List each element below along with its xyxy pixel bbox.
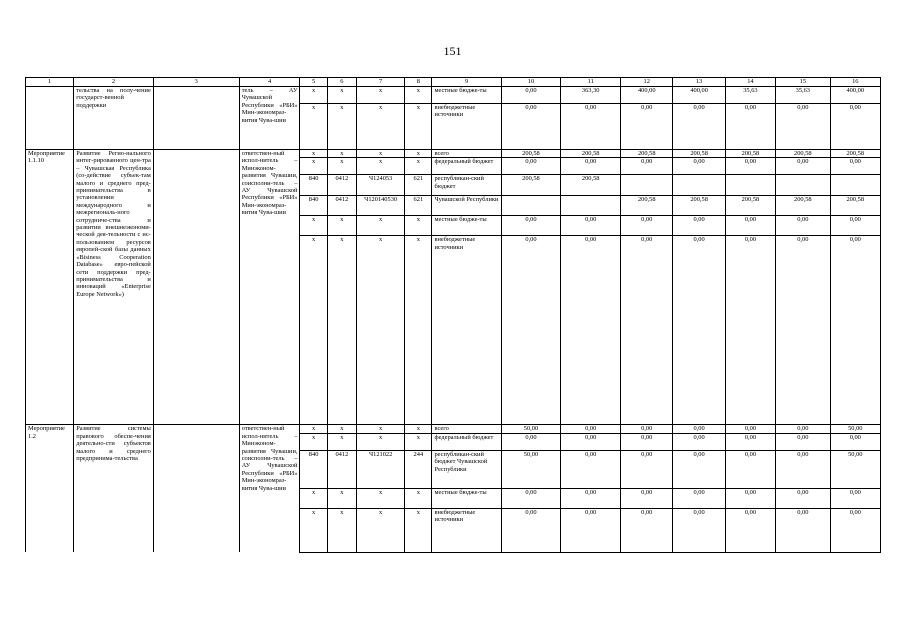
table-cell: 0,00 xyxy=(501,508,561,552)
table-cell: x xyxy=(327,150,356,158)
table-cell: x xyxy=(300,87,327,104)
table-cell: 621 xyxy=(405,196,432,216)
column-header: 1 xyxy=(26,78,74,87)
table-cell: 200,58 xyxy=(561,150,621,158)
table-cell: x xyxy=(300,433,327,450)
funding-source-cell: всего xyxy=(432,150,501,158)
table-cell: 0,00 xyxy=(561,488,621,508)
table-cell: 200,58 xyxy=(673,150,725,158)
table-cell: 0412 xyxy=(327,450,356,488)
table-cell xyxy=(621,175,673,196)
table-cell: 0,00 xyxy=(561,104,621,150)
table-cell: 0,00 xyxy=(725,425,775,433)
measure-name: Мероприятие 1.2 xyxy=(26,425,74,552)
table-cell xyxy=(561,196,621,216)
table-cell: 0,00 xyxy=(561,236,621,425)
table-cell: x xyxy=(300,488,327,508)
table-cell: x xyxy=(357,433,405,450)
responsible-executor: ответствен-ный испол-нитель – Минэконом-развития Чувашии, соисполни-тель – АУ Чувашской Республики «РБИ» Мин-экономраз-вития Чува-шии xyxy=(239,425,300,552)
table-cell: 50,00 xyxy=(501,450,561,488)
table-cell: 0,00 xyxy=(776,433,830,450)
table-cell: 35,63 xyxy=(776,87,830,104)
table-cell: x xyxy=(357,216,405,236)
table-cell: 0,00 xyxy=(725,158,775,175)
table-cell: x xyxy=(357,87,405,104)
funding-source-cell: республикан-ский бюджет xyxy=(432,175,501,196)
table-cell: 0,00 xyxy=(561,425,621,433)
column-header: 3 xyxy=(153,78,239,87)
table-cell: 200,58 xyxy=(725,150,775,158)
table-cell: x xyxy=(300,425,327,433)
funding-source-cell: внебюджетные источники xyxy=(432,236,501,425)
table-cell: 0412 xyxy=(327,175,356,196)
table-cell: 0,00 xyxy=(830,236,880,425)
table-cell: 0,00 xyxy=(673,216,725,236)
table-cell: 0,00 xyxy=(501,87,561,104)
column-header: 15 xyxy=(776,78,830,87)
table-cell: x xyxy=(300,236,327,425)
table-cell: x xyxy=(405,87,432,104)
table-cell: 840 xyxy=(300,196,327,216)
table-cell: 0,00 xyxy=(621,236,673,425)
table-cell: 200,58 xyxy=(501,150,561,158)
table-cell: 200,58 xyxy=(561,175,621,196)
table-cell: 0,00 xyxy=(673,488,725,508)
table-cell: x xyxy=(300,216,327,236)
table-cell: 0,00 xyxy=(725,508,775,552)
table-cell: 200,58 xyxy=(725,196,775,216)
table-cell: 0,00 xyxy=(673,433,725,450)
table-cell: 0,00 xyxy=(561,508,621,552)
table-cell: x xyxy=(300,508,327,552)
table-cell: 0412 xyxy=(327,196,356,216)
table-cell: 0,00 xyxy=(501,488,561,508)
funding-source-cell: Чувашской Республики xyxy=(432,196,501,216)
table-cell: 0,00 xyxy=(776,508,830,552)
table-cell: Ч121022 xyxy=(357,450,405,488)
table-cell: 200,58 xyxy=(621,196,673,216)
table-cell: 200,58 xyxy=(776,150,830,158)
table-cell: 400,00 xyxy=(621,87,673,104)
table-cell: 0,00 xyxy=(561,158,621,175)
measure-goal xyxy=(153,87,239,150)
column-header: 6 xyxy=(327,78,356,87)
table-cell: x xyxy=(357,488,405,508)
table-cell: x xyxy=(405,508,432,552)
table-cell: x xyxy=(327,433,356,450)
column-header: 4 xyxy=(239,78,300,87)
table-cell: 0,00 xyxy=(673,158,725,175)
table-cell: 0,00 xyxy=(776,450,830,488)
table-cell: 0,00 xyxy=(830,158,880,175)
column-header: 14 xyxy=(725,78,775,87)
table-cell: 244 xyxy=(405,450,432,488)
table-row xyxy=(26,150,881,158)
measure-description: Развитие Регио-нального интег-рированного цен-тра – Чувашская Республика (со-действие субъек-там малого и среднего пред-принимательства в установлении международного и межрегиональ-ного сотрудниче-ства и развитии внешнеэкономи-ческой дея-тельности с ис-пользованием ресурсов европей-ской базы данных «Bisiness Cooperation Database» евро-пейской сети поддержки пред-принимательства и инноваций «Enterprise Europe Network») xyxy=(74,150,154,425)
table-cell: 0,00 xyxy=(830,508,880,552)
measure-description: Развитие системы правового обеспе-чения деятельно-сти субъектов малого и среднего предпринима-тельства xyxy=(74,425,154,552)
budget-table xyxy=(25,77,881,553)
table-cell: x xyxy=(327,87,356,104)
measure-goal xyxy=(153,425,239,552)
table-cell: 0,00 xyxy=(830,216,880,236)
table-cell: x xyxy=(405,425,432,433)
table-cell: 0,00 xyxy=(776,425,830,433)
table-cell: 0,00 xyxy=(725,433,775,450)
table-cell: 50,00 xyxy=(830,425,880,433)
table-cell: 0,00 xyxy=(776,158,830,175)
table-cell: x xyxy=(405,104,432,150)
funding-source-cell: местные бюдже-ты xyxy=(432,87,501,104)
table-cell: 621 xyxy=(405,175,432,196)
table-cell: 0,00 xyxy=(830,104,880,150)
table-cell: x xyxy=(327,236,356,425)
table-cell: x xyxy=(357,104,405,150)
table-cell: 840 xyxy=(300,175,327,196)
funding-source-cell: местные бюдже-ты xyxy=(432,488,501,508)
table-cell: 0,00 xyxy=(621,104,673,150)
table-header xyxy=(26,78,881,87)
table-cell: 0,00 xyxy=(673,450,725,488)
table-cell: x xyxy=(300,150,327,158)
table-cell: 0,00 xyxy=(776,488,830,508)
table-cell: 0,00 xyxy=(725,236,775,425)
table-cell: x xyxy=(327,488,356,508)
measure-description: тельства на полу-чение государст-венной поддержки xyxy=(74,87,154,150)
funding-source-cell: республикан-ский бюджет Чувашской Республики xyxy=(432,450,501,488)
funding-source-cell: федеральный бюджет xyxy=(432,433,501,450)
table-cell: x xyxy=(357,236,405,425)
table-cell xyxy=(725,175,775,196)
funding-source-cell: внебюджетные источники xyxy=(432,508,501,552)
table-cell: 0,00 xyxy=(501,216,561,236)
measure-name: Мероприятие 1.1.10 xyxy=(26,150,74,425)
table-cell: 0,00 xyxy=(776,236,830,425)
table-cell: x xyxy=(327,104,356,150)
table-cell: 0,00 xyxy=(673,236,725,425)
table-cell: 0,00 xyxy=(501,104,561,150)
table-cell: x xyxy=(357,150,405,158)
table-cell: x xyxy=(405,236,432,425)
table-cell: x xyxy=(357,508,405,552)
table-cell: 200,58 xyxy=(830,196,880,216)
column-header: 10 xyxy=(501,78,561,87)
table-cell: x xyxy=(300,104,327,150)
table-row xyxy=(26,87,881,104)
table-cell: Ч120140530 xyxy=(357,196,405,216)
table-cell: 400,00 xyxy=(673,87,725,104)
table-cell: x xyxy=(405,216,432,236)
column-header: 12 xyxy=(621,78,673,87)
funding-source-cell: внебюджетные источники xyxy=(432,104,501,150)
page-number: 151 xyxy=(443,44,462,58)
table-cell: 0,00 xyxy=(776,104,830,150)
table-cell: x xyxy=(405,488,432,508)
table-cell xyxy=(776,175,830,196)
table-cell: 200,58 xyxy=(501,175,561,196)
table-cell: 0,00 xyxy=(725,216,775,236)
table-cell: 0,00 xyxy=(621,450,673,488)
column-header: 7 xyxy=(357,78,405,87)
table-cell: 0,00 xyxy=(621,216,673,236)
table-cell: 0,00 xyxy=(725,104,775,150)
table-cell: 363,30 xyxy=(561,87,621,104)
column-header: 16 xyxy=(830,78,880,87)
table-cell: 200,58 xyxy=(776,196,830,216)
column-header: 13 xyxy=(673,78,725,87)
column-header: 8 xyxy=(405,78,432,87)
table-cell: 0,00 xyxy=(501,433,561,450)
table-cell: 840 xyxy=(300,450,327,488)
table-cell: 0,00 xyxy=(621,158,673,175)
measure-name xyxy=(26,87,74,150)
table-cell xyxy=(501,196,561,216)
column-header: 9 xyxy=(432,78,501,87)
table-cell: 0,00 xyxy=(830,433,880,450)
table-cell: 0,00 xyxy=(725,450,775,488)
table-cell: 0,00 xyxy=(776,216,830,236)
table-cell: 400,00 xyxy=(830,87,880,104)
table-cell: 0,00 xyxy=(561,216,621,236)
table-cell: x xyxy=(300,158,327,175)
table-cell: 0,00 xyxy=(501,236,561,425)
table-cell: x xyxy=(327,425,356,433)
table-cell: x xyxy=(327,508,356,552)
funding-source-cell: местные бюдже-ты xyxy=(432,216,501,236)
table-cell xyxy=(830,175,880,196)
measure-goal xyxy=(153,150,239,425)
table-cell: 0,00 xyxy=(501,158,561,175)
table-cell: x xyxy=(405,150,432,158)
table-cell: Ч124053 xyxy=(357,175,405,196)
table-cell: 0,00 xyxy=(725,488,775,508)
table-cell: 0,00 xyxy=(621,508,673,552)
table-cell: 200,58 xyxy=(673,196,725,216)
table-cell: 0,00 xyxy=(673,104,725,150)
table-cell: 50,00 xyxy=(501,425,561,433)
funding-source-cell: всего xyxy=(432,425,501,433)
table-cell: x xyxy=(405,433,432,450)
table-cell: 200,58 xyxy=(830,150,880,158)
table-cell: x xyxy=(405,158,432,175)
table-cell: 0,00 xyxy=(830,488,880,508)
table-cell: 35,63 xyxy=(725,87,775,104)
table-row xyxy=(26,425,881,433)
table-cell: 200,58 xyxy=(621,150,673,158)
table-cell: 0,00 xyxy=(561,450,621,488)
table-cell: x xyxy=(357,158,405,175)
table-cell: 0,00 xyxy=(621,433,673,450)
table-cell xyxy=(673,175,725,196)
table-cell: 0,00 xyxy=(673,425,725,433)
table-cell: 0,00 xyxy=(621,488,673,508)
table-cell: x xyxy=(327,216,356,236)
table-cell: x xyxy=(357,425,405,433)
column-header: 2 xyxy=(74,78,154,87)
table-cell: 50,00 xyxy=(830,450,880,488)
table-cell: x xyxy=(327,158,356,175)
responsible-executor: ответствен-ный испол-нитель – Минэконом-развития Чувашии, соисполни-тель – АУ Чувашской Республики «РБИ» Мин-экономраз-вития Чува-шии xyxy=(239,150,300,425)
column-header: 11 xyxy=(561,78,621,87)
funding-source-cell: федеральный бюджет xyxy=(432,158,501,175)
responsible-executor: тель – АУ Чувашской Республики «РБИ» Мин-экономраз-вития Чува-шии xyxy=(239,87,300,150)
table-cell: 0,00 xyxy=(621,425,673,433)
table-cell: 0,00 xyxy=(561,433,621,450)
column-header: 5 xyxy=(300,78,327,87)
table-body xyxy=(26,87,881,553)
table-cell: 0,00 xyxy=(673,508,725,552)
